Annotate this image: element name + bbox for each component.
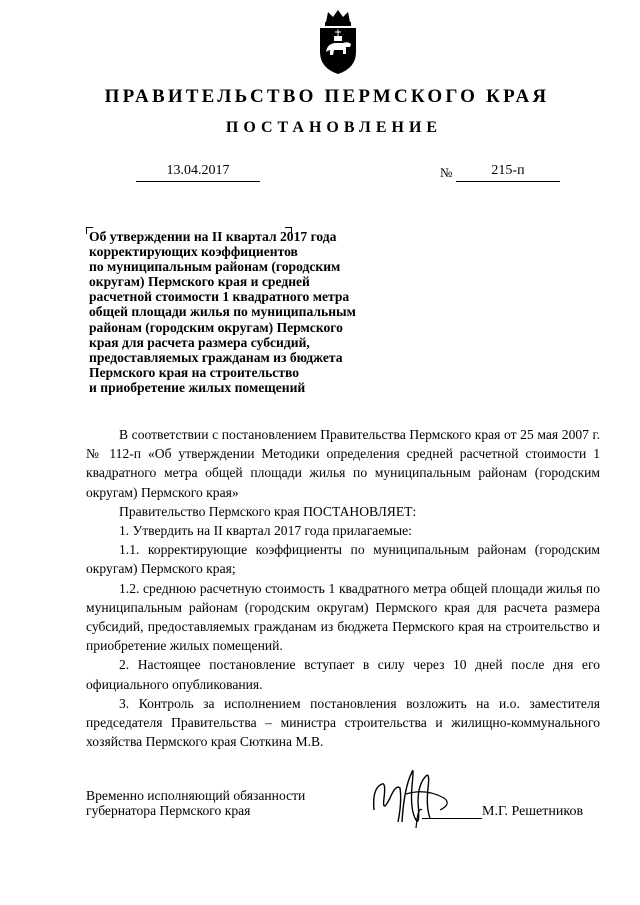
body-paragraph: 1.2. среднюю расчетную стоимость 1 квадратного метра общей площади жилья по муниципальным районам (городским округам) Пермского края для расчета размера субсидий, предоставляемых гражданам из бюджета Пермского края на строительство и приобретение жилых помещений.: [86, 580, 600, 654]
subject-line: общей площади жилья по муниципальным: [89, 304, 356, 320]
signature-line: [422, 818, 482, 819]
body-paragraph: 3. Контроль за исполнением постановления возложить на и.о. заместителя председателя Правительства – министра строительства и жилищно-коммунального хозяйства Пермского края Сюткина М.В.: [86, 695, 600, 750]
body-paragraph: 1.1. корректирующие коэффициенты по муниципальным районам (городским округам) Пермского края;: [86, 542, 600, 577]
signatory-role-line: Временно исполняющий обязанности: [86, 788, 306, 803]
subject-line: Об утверждении на II квартал 2017 года: [89, 229, 337, 244]
document-number: 215-п: [456, 163, 560, 182]
government-title: ПРАВИТЕЛЬСТВО ПЕРМСКОГО КРАЯ: [104, 86, 550, 107]
body-paragraph: 1. Утвердить на II квартал 2017 года прилагаемые:: [119, 523, 412, 539]
subject-line: расчетной стоимости 1 квадратного метра: [89, 289, 350, 305]
subject-line: корректирующих коэффициентов: [89, 244, 298, 260]
number-sign: №: [440, 165, 453, 180]
subject-line: районам (городским округам) Пермского: [89, 319, 343, 335]
subject-line: края для расчета размера субсидий,: [89, 334, 310, 350]
subject-line: и приобретение жилых помещений: [89, 379, 306, 395]
subject-line: округам) Пермского края и средней: [89, 274, 310, 290]
body-paragraph: В соответствии с постановлением Правительства Пермского края от 25 мая 2007 г. № 112-п «Об утверждении Методики определения средней расчетной стоимости 1 квадратного метра общей площади жилья по муниципальным районам (городским округам) Пермского края»: [86, 427, 600, 500]
body-paragraph: 2. Настоящее постановление вступает в силу через 10 дней после дня его официального опубликования.: [86, 657, 600, 692]
subject-line: Пермского края на строительство: [89, 364, 300, 380]
handwritten-signature: [356, 758, 488, 838]
subject-line: предоставляемых гражданам из бюджета: [89, 349, 343, 365]
subject-line: по муниципальным районам (городским: [89, 259, 341, 275]
perm-krai-coat-of-arms-icon: [313, 8, 363, 78]
signatory-role: [86, 788, 305, 818]
document-body: [86, 425, 600, 751]
document-date: 13.04.2017: [136, 163, 260, 182]
signatory-role-line: губернатора Пермского края: [86, 803, 251, 818]
document-type: ПОСТАНОВЛЕНИЕ: [225, 119, 443, 136]
body-paragraph: Правительство Пермского края ПОСТАНОВЛЯЕТ:: [119, 503, 417, 519]
signatory-name: М.Г. Решетников: [482, 804, 584, 819]
document-subject: [89, 229, 389, 395]
